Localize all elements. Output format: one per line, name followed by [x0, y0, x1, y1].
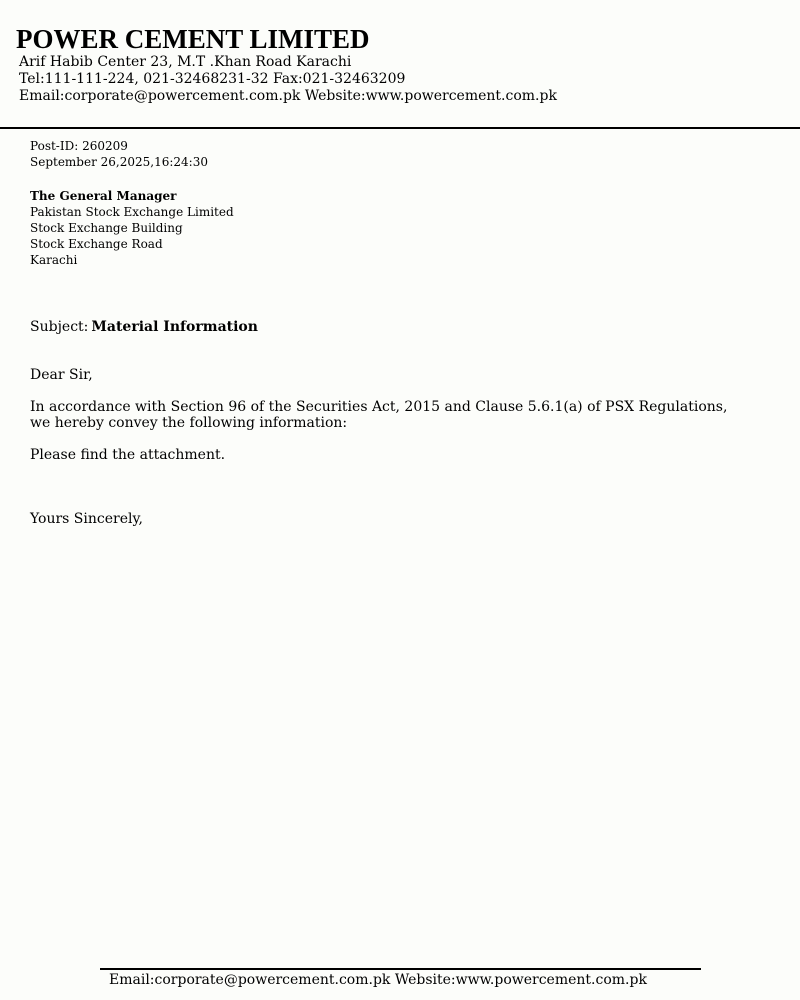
subject-line	[30, 319, 258, 335]
paragraph-line: In accordance with Section 96 of the Securities Act, 2015 and Clause 5.6.1(a) of PSX Regulations,	[30, 399, 728, 415]
company-phone-fax: Tel:111-111-224, 021-32468231-32 Fax:021-32463209	[19, 71, 406, 87]
recipient-line: Stock Exchange Road	[30, 237, 163, 251]
recipient-line: Pakistan Stock Exchange Limited	[30, 205, 234, 219]
recipient-line: Stock Exchange Building	[30, 221, 183, 235]
recipient-title: The General Manager	[30, 189, 177, 203]
footer-divider	[100, 968, 701, 970]
post-date: September 26,2025,16:24:30	[30, 155, 208, 169]
company-address: Arif Habib Center 23, M.T .Khan Road Karachi	[19, 54, 352, 70]
paragraph-line: we hereby convey the following information:	[30, 415, 348, 431]
subject-label: Subject:	[30, 319, 89, 335]
closing: Yours Sincerely,	[30, 511, 143, 527]
company-email-website: Email:corporate@powercement.com.pk Website:www.powercement.com.pk	[19, 88, 557, 104]
company-name: POWER CEMENT LIMITED	[16, 24, 370, 54]
salutation: Dear Sir,	[30, 367, 93, 383]
footer-email-website: Email:corporate@powercement.com.pk Website:www.powercement.com.pk	[109, 972, 647, 988]
subject-value: Material Information	[91, 319, 258, 335]
letterhead	[0, 0, 800, 129]
recipient-block	[30, 188, 234, 268]
recipient-line: Karachi	[30, 253, 78, 267]
attachment-note: Please find the attachment.	[30, 447, 226, 463]
post-id: Post-ID: 260209	[30, 139, 128, 153]
